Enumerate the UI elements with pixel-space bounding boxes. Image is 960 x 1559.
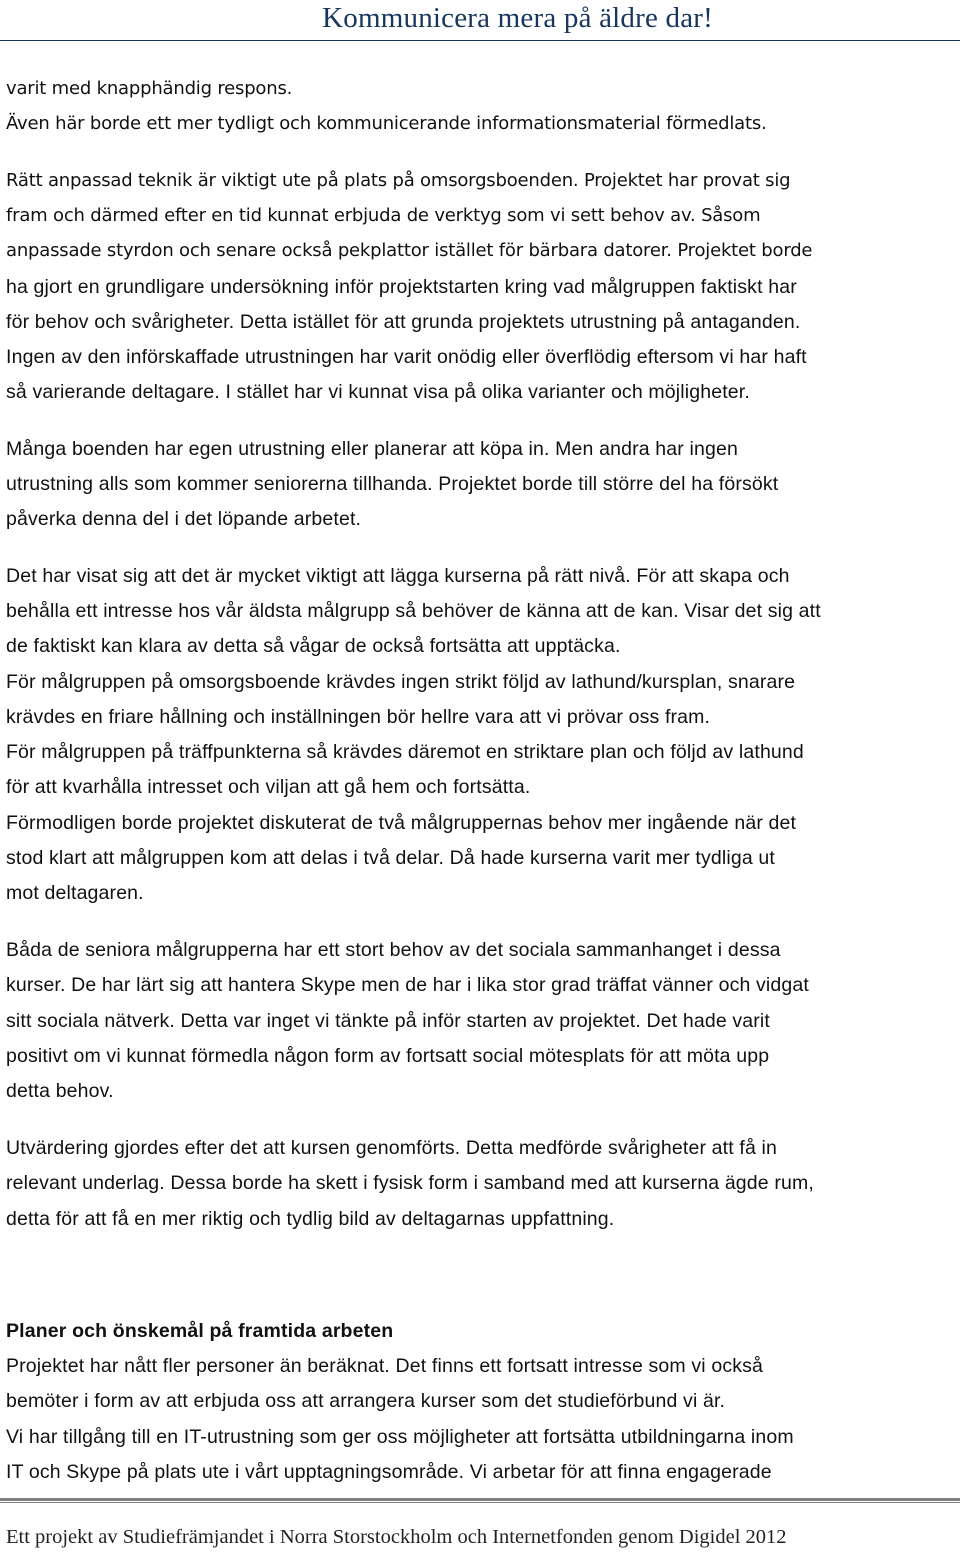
body-line: mot deltagaren. [6, 882, 144, 904]
page-header-title: Kommunicera mera på äldre dar! [322, 2, 713, 34]
body-line: Utvärdering gjordes efter det att kursen genomförts. Detta medförde svårigheter att få in [6, 1137, 777, 1159]
body-line: utrustning alls som kommer seniorerna tillhanda. Projektet borde till större del ha försökt [6, 473, 779, 495]
body-line: påverka denna del i det löpande arbetet. [6, 508, 362, 530]
body-line: relevant underlag. Dessa borde ha skett i fysisk form i samband med att kurserna ägde rum, [6, 1172, 814, 1194]
body-line: Ingen av den införskaffade utrustningen har varit onödig eller överflödig eftersom vi har haft [6, 346, 807, 368]
body-line: Förmodligen borde projektet diskuterat de två målgruppernas behov mer ingående när det [6, 812, 797, 834]
body-line: Även här borde ett mer tydligt och kommunicerande informationsmaterial förmedlats. [6, 113, 767, 134]
body-line: detta behov. [6, 1080, 114, 1102]
body-line: så varierande deltagare. I stället har vi kunnat visa på olika varianter och möjligheter. [6, 381, 750, 403]
body-line: Det har visat sig att det är mycket viktigt att lägga kurserna på rätt nivå. För att skapa och [6, 565, 790, 587]
body-line: positivt om vi kunnat förmedla någon form av fortsatt social mötesplats för att möta upp [6, 1045, 770, 1067]
body-line: stod klart att målgruppen kom att delas i två delar. Då hade kurserna varit mer tydliga ut [6, 847, 775, 869]
body-line: sitt sociala nätverk. Detta var inget vi tänkte på inför starten av projektet. Det hade varit [6, 1010, 770, 1032]
body-line: bemöter i form av att erbjuda oss att arrangera kurser som det studieförbund vi är. [6, 1390, 726, 1412]
body-line: Rätt anpassad teknik är viktigt ute på plats på omsorgsboenden. Projektet har provat sig [6, 170, 791, 191]
body-line: fram och därmed efter en tid kunnat erbjuda de verktyg som vi sett behov av. Såsom [6, 205, 761, 226]
section-heading: Planer och önskemål på framtida arbeten [6, 1320, 394, 1342]
body-line: IT och Skype på plats ute i vårt upptagningsområde. Vi arbetar för att finna engagerade [6, 1461, 772, 1483]
body-line: Projektet har nått fler personer än beräknat. Det finns ett fortsatt intresse som vi också [6, 1355, 764, 1377]
body-line: För målgruppen på träffpunkterna så krävdes däremot en striktare plan och följd av lathund [6, 741, 804, 763]
body-line: ha gjort en grundligare undersökning inför projektstarten kring vad målgruppen faktiskt har [6, 276, 797, 298]
body-line: för att kvarhålla intresset och viljan att gå hem och fortsätta. [6, 776, 531, 798]
body-line: anpassade styrdon och senare också pekplattor istället för bärbara datorer. Projektet borde [6, 240, 813, 261]
footer-divider [0, 1498, 960, 1501]
body-line: För målgruppen på omsorgsboende krävdes ingen strikt följd av lathund/kursplan, snarare [6, 671, 796, 693]
body-line: de faktiskt kan klara av detta så vågar de också fortsätta att upptäcka. [6, 635, 621, 657]
body-line: Båda de seniora målgrupperna har ett stort behov av det sociala sammanhanget i dessa [6, 939, 781, 961]
body-line: Många boenden har egen utrustning eller planerar att köpa in. Men andra har ingen [6, 438, 738, 460]
body-line: krävdes en friare hållning och inställningen bör hellre vara att vi prövar oss fram. [6, 706, 711, 728]
body-line: varit med knapphändig respons. [6, 78, 293, 99]
body-line: för behov och svårigheter. Detta istället för att grunda projektets utrustning på antaganden. [6, 311, 801, 333]
body-line: detta för att få en mer riktig och tydlig bild av deltagarnas uppfattning. [6, 1208, 615, 1230]
body-line: behålla ett intresse hos vår äldsta målgrupp så behöver de känna att de kan. Visar det sig att [6, 600, 821, 622]
body-line: Vi har tillgång till en IT-utrustning som ger oss möjligheter att fortsätta utbildningarna inom [6, 1426, 794, 1448]
footer-divider-thin [0, 1502, 960, 1503]
page-footer-text: Ett projekt av Studiefrämjandet i Norra Storstockholm och Internetfonden genom Digidel 2012 [6, 1526, 787, 1548]
header-divider [0, 40, 960, 41]
body-line: kurser. De har lärt sig att hantera Skype men de har i lika stor grad träffat vänner och vidgat [6, 974, 809, 996]
